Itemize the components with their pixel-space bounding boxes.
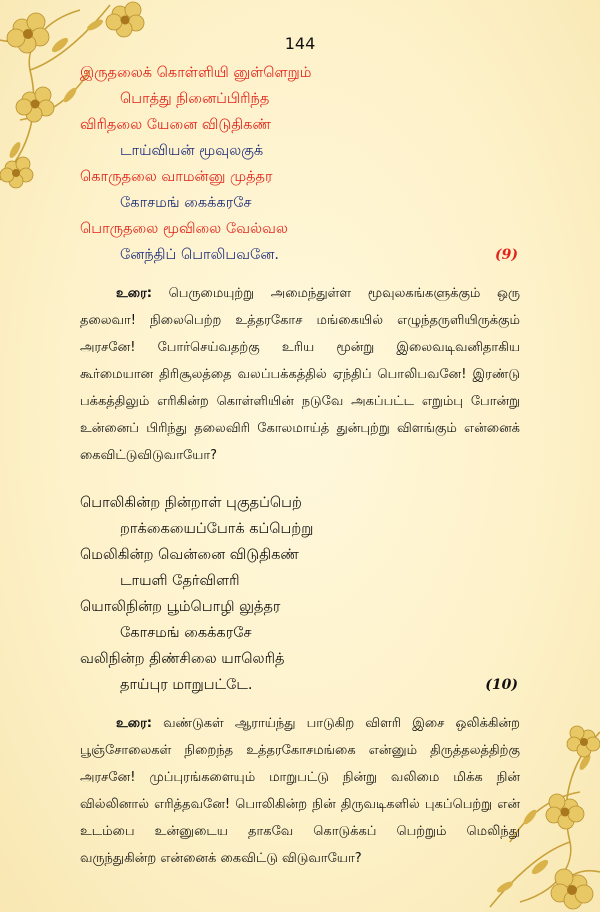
flower-icon (106, 2, 144, 37)
verse-line (80, 672, 520, 698)
page-content (80, 60, 520, 885)
verse-line: கொருதலை வாமன்னு முத்தர (80, 169, 273, 185)
verse-line: கோசமங் கைக்கரசே (120, 195, 252, 211)
page-number: 144 (284, 34, 316, 53)
verse-number: (10) (485, 677, 518, 693)
flower-icon (551, 869, 593, 909)
verse-line: பொருதலை மூவிலை வேல்வல (80, 221, 288, 237)
verse-line: றாக்கையைப்போக் கப்பெற்று (120, 521, 314, 537)
verse-line: யொலிநின்ற பூம்பொழி லுத்தர (80, 599, 281, 615)
commentary-text: பெருமையுற்று அமைந்துள்ள மூவுலகங்களுக்கும் ஒரு தலைவா! நிலைபெற்ற உத்தரகோச மங்கையில் எழுந்தருளியிருக்கும் அரசனே! போர்செய்வதற்கு உரிய மூன்று இலைவடிவனிதாகிய கூர்மையான திரிசூலத்தை வலப்பக்கத்தில் ஏந்திப் பொலிபவனே! இரண்டு பக்கத்திலும் எரிகின்ற கொள்ளியின் நடுவே அகப்பட்ட எறும்பு போன்று உன்னைப் பிரிந்து தலைவிரி கோலமாய்த் துன்புற்று விளங்கும் என்னைக் கைவிட்டுவிடுவாயோ? (80, 286, 520, 463)
verse-line: டாய்வியன் மூவுலகுக் (120, 143, 264, 159)
verse-number: (9) (495, 247, 518, 263)
verse-line: கோசமங் கைக்கரசே (120, 625, 252, 641)
verse-line: பொத்து நினைப்பிரிந்த (120, 91, 270, 107)
verse-line: இருதலைக் கொள்ளியி னுள்ளெறும் (80, 65, 312, 81)
flower-icon (16, 87, 54, 122)
verse-line-text: னேந்திப் பொலிபவனே. (120, 247, 279, 263)
verse-line: வலிநின்ற திண்சிலை யாலெரித் (80, 651, 285, 667)
flower-icon (546, 794, 584, 829)
verse-line: விரிதலை யேனை விடுதிகண் (80, 117, 271, 133)
commentary-10 (80, 710, 520, 872)
verse-line (80, 242, 520, 268)
commentary-label: உரை: (116, 716, 153, 731)
verse-line: மெலிகின்ற வென்னை விடுதிகண் (80, 547, 299, 563)
commentary-9 (80, 280, 520, 469)
verse-line: பொலிகின்ற நின்றாள் புகுதப்பெற் (80, 495, 302, 511)
commentary-text: வண்டுகள் ஆராய்ந்து பாடுகிற விளரி இசை ஒலிக்கின்ற பூஞ்சோலைகள் நிறைந்த உத்தரகோசமங்கை என்னும் திருத்தலத்திற்கு அரசனே! முப்புரங்களையும் மாறுபட்டு நின்று வலிமை மிக்க நின் வில்லினால் எரித்தவனே! பொலிகின்ற நின் திருவடிகளில் புகப்பெற்று என் உடம்பை உன்னுடைய தாகவே கொடுக்கப் பெற்றும் மெலிந்து வருந்துகின்ற என்னைக் கைவிட்டு விடுவாயோ? (80, 716, 520, 866)
commentary-label: உரை: (116, 286, 153, 301)
verse-9 (80, 60, 520, 268)
flower-icon (0, 157, 33, 188)
verse-10 (80, 490, 520, 698)
verse-line-text: தாய்புர மாறுபட்டே. (120, 677, 253, 693)
flower-icon (567, 726, 600, 757)
verse-line: டாயளி தேர்விளரி (120, 573, 240, 589)
